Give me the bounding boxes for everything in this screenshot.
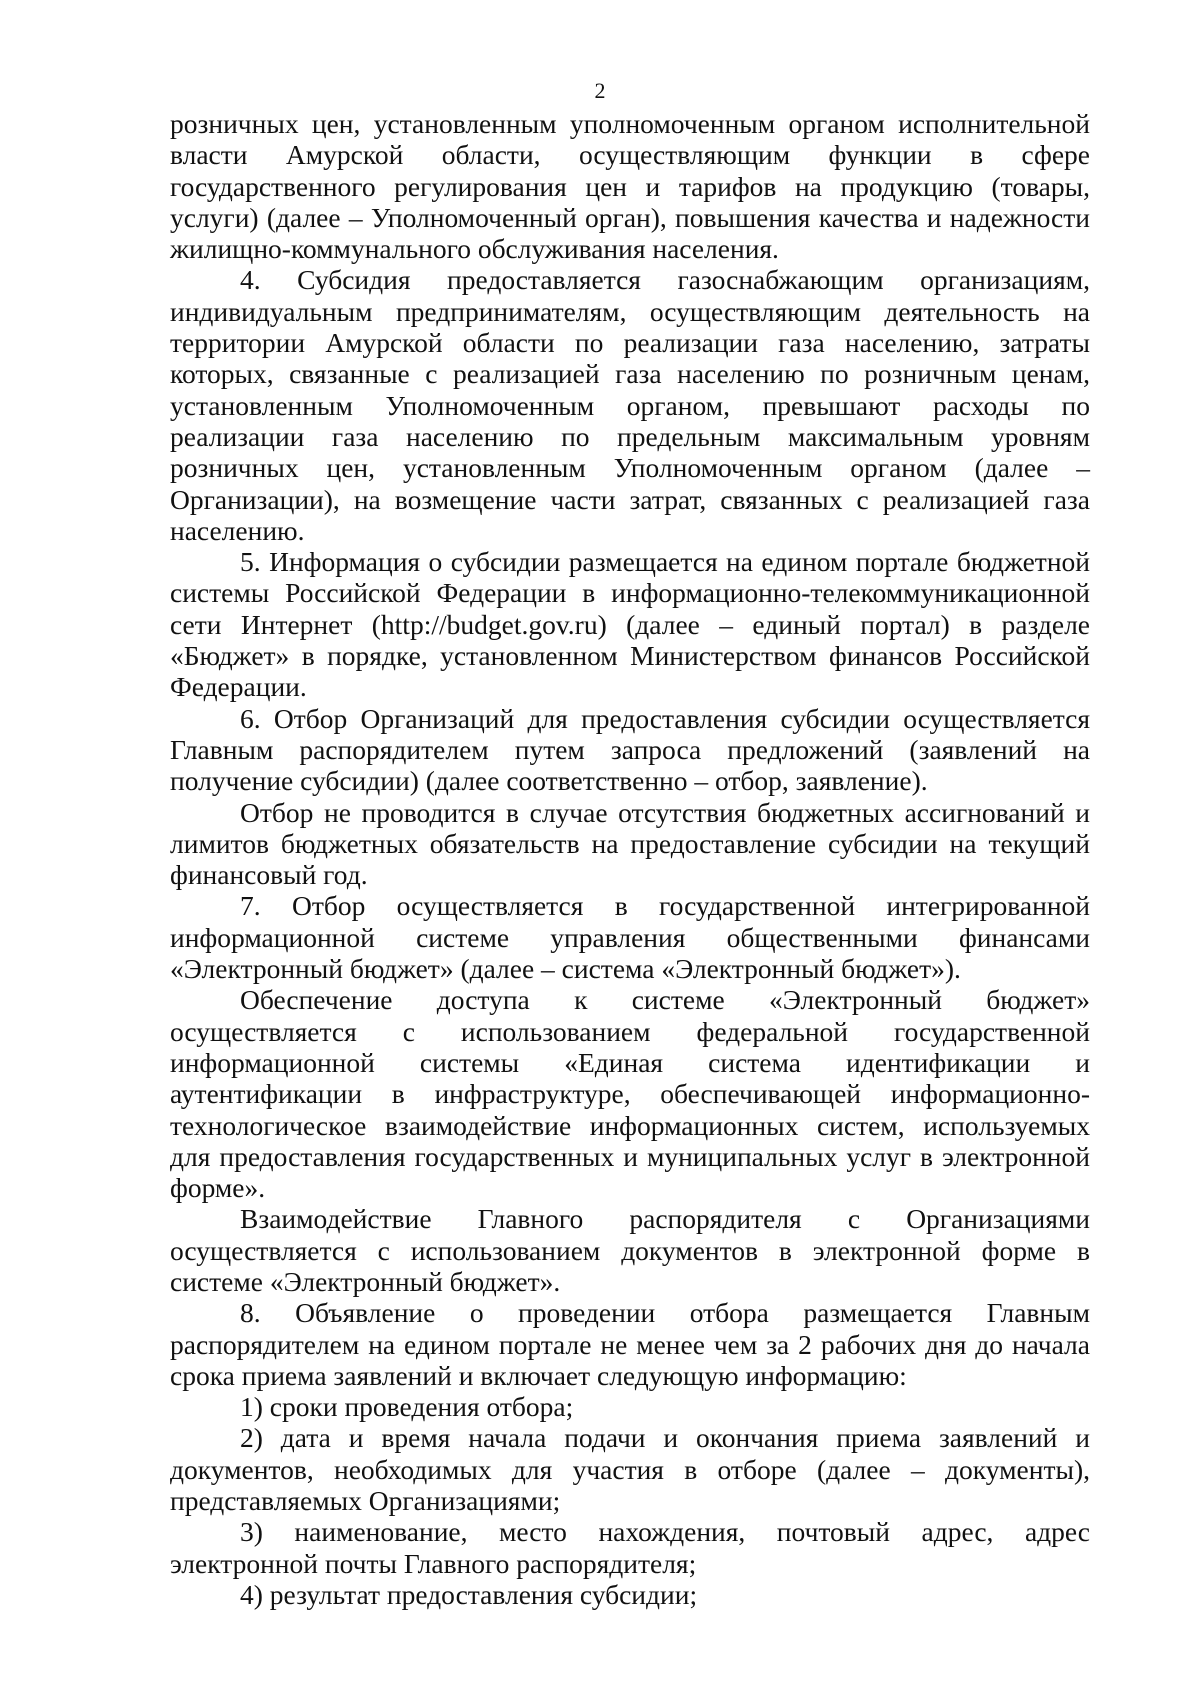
list-item-2: 2) дата и время начала подачи и окончания приема заявлений и документов, необходимых для участия в отборе (далее – документы), представляемых Организациями; bbox=[170, 1422, 1090, 1517]
paragraph-item-6: 6. Отбор Организаций для предоставления субсидии осуществляется Главным распорядителем путем запроса предложений (заявлений на получение субсидии) (далее соответственно – отбор, заявление). bbox=[170, 702, 1090, 797]
list-item-3: 3) наименование, место нахождения, почтовый адрес, адрес электронной почты Главного распорядителя; bbox=[170, 1516, 1090, 1579]
list-item-4: 4) результат предоставления субсидии; bbox=[240, 1578, 698, 1610]
list-item-1: 1) сроки проведения отбора; bbox=[240, 1391, 574, 1423]
paragraph-item-7-access: Обеспечение доступа к системе «Электронный бюджет» осуществляется с использованием федеральной государственной информационной системы «Единая система идентификации и аутентификации в инфраструктуре, обеспечивающей информационно-технологическое взаимодействие информационных систем, используемых для предоставления государственных и муниципальных услуг в электронной форме». bbox=[170, 984, 1090, 1204]
document-body bbox=[170, 108, 1090, 1610]
page-number: 2 bbox=[594, 78, 606, 103]
paragraph-item-7: 7. Отбор осуществляется в государственной интегрированной информационной системе управления общественными финансами «Электронный бюджет» (далее – система «Электронный бюджет»). bbox=[170, 890, 1090, 985]
paragraph-item-5: 5. Информация о субсидии размещается на едином портале бюджетной системы Российской Федерации в информационно-телекоммуникационной сети Интернет (http://budget.gov.ru) (далее – единый портал) в разделе «Бюджет» в порядке, установленном Министерством финансов Российской Федерации. bbox=[170, 546, 1090, 703]
paragraph-item-4: 4. Субсидия предоставляется газоснабжающим организациям, индивидуальным предпринимателям, осуществляющим деятельность на территории Амурской области по реализации газа населению, затраты которых, связанные с реализацией газа населению по розничным ценам, установленным Уполномоченным органом, превышают расходы по реализации газа населению по предельным максимальным уровням розничных цен, установленным Уполномоченным органом (далее – Организации), на возмещение части затрат, связанных с реализацией газа населению. bbox=[170, 264, 1090, 546]
paragraph-item-6-no-selection: Отбор не проводится в случае отсутствия бюджетных ассигнований и лимитов бюджетных обязательств на предоставление субсидии на текущий финансовый год. bbox=[170, 796, 1090, 891]
paragraph-item-8: 8. Объявление о проведении отбора размещается Главным распорядителем на едином портале не менее чем за 2 рабочих дня до начала срока приема заявлений и включает следующую информацию: bbox=[170, 1297, 1090, 1391]
paragraph-continuation: розничных цен, установленным уполномоченным органом исполнительной власти Амурской области, осуществляющим функции в сфере государственного регулирования цен и тарифов на продукцию (товары, услуги) (далее – Уполномоченный орган), повышения качества и надежности жилищно-коммунального обслуживания населения. bbox=[170, 108, 1090, 265]
paragraph-item-7-interaction: Взаимодействие Главного распорядителя с Организациями осуществляется с использованием документов в электронной форме в системе «Электронный бюджет». bbox=[170, 1203, 1090, 1297]
